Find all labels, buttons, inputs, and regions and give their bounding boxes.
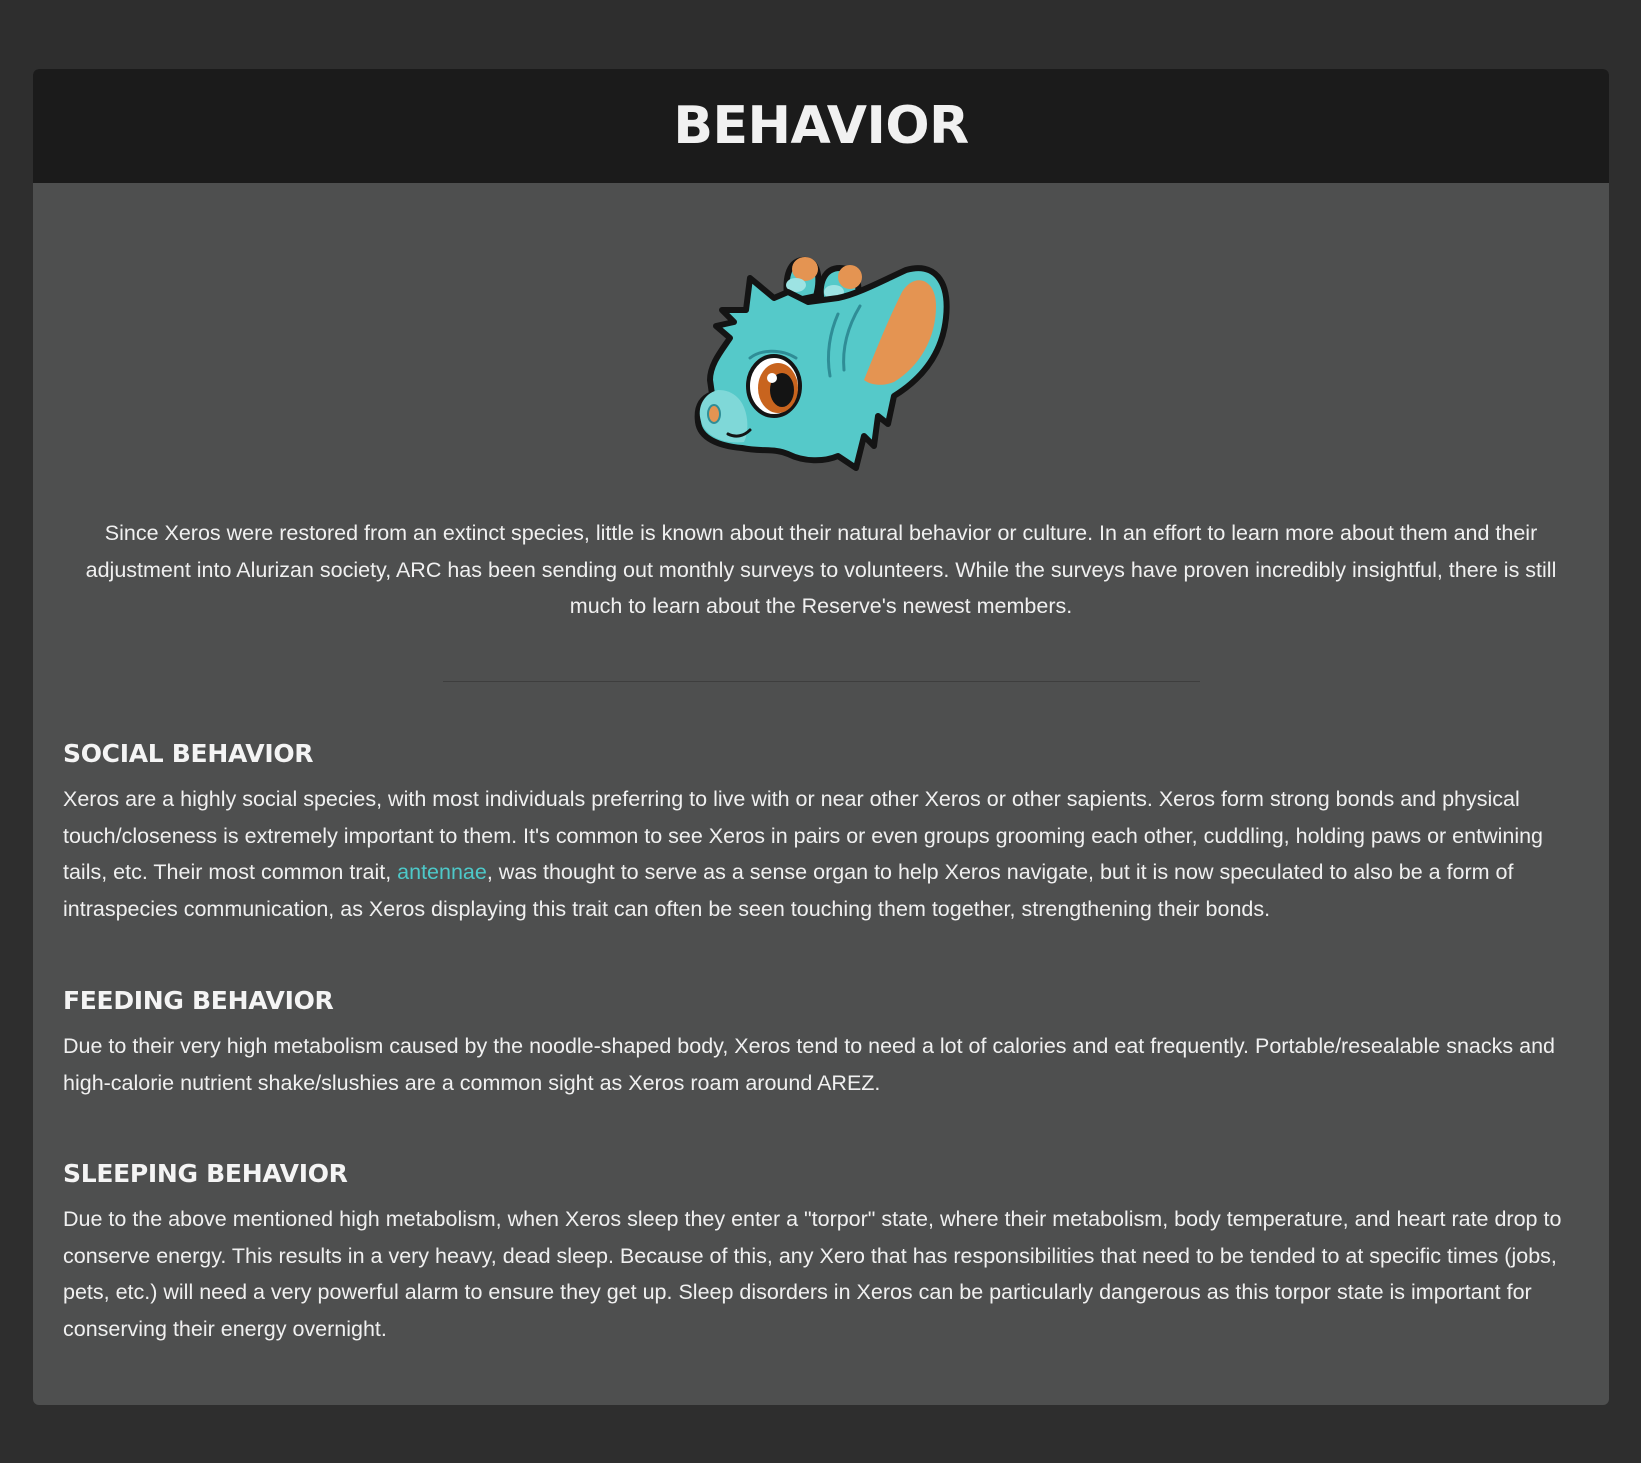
social-text-part-1: Xeros are a highly social species, with most individuals preferring to live with or near other Xeros or other sapients. Xeros form strong bonds and physical touch/closeness is extremely important to them. It's common to see Xeros in pairs or even groups grooming each other, cuddling, holding paws or entwining tails, etc. Their most common trait, (63, 787, 1544, 884)
behavior-card (33, 69, 1609, 1405)
section-divider (443, 681, 1200, 682)
intro-paragraph: Since Xeros were restored from an extinct species, little is known about their natural behavior or culture. In an effort to learn more about them and their adjustment into Alurizan society, ARC has been sending out monthly surveys to volunteers. While the surveys have proven incredibly insightful, there is still much to learn about the Reserve's newest members. (85, 521, 1557, 618)
sleeping-behavior-section (63, 1158, 1579, 1347)
social-behavior-section (63, 738, 1579, 927)
sleeping-behavior-text: Due to the above mentioned high metabolism, when Xeros sleep they enter a "torpor" state, where their metabolism, body temperature, and heart rate drop to conserve energy. This results in a very heavy, dead sleep. Because of this, any Xero that has responsibilities that need to be tended to at specific times (jobs, pets, etc.) will need a very powerful alarm to ensure they get up. Sleep disorders in Xeros can be particularly dangerous as this torpor state is important for conserving their energy overnight. (63, 1207, 1562, 1341)
xero-head-icon (688, 240, 958, 490)
card-header (33, 69, 1609, 183)
antennae-link[interactable]: antennae (397, 860, 487, 884)
social-behavior-heading: SOCIAL BEHAVIOR (63, 739, 314, 768)
sleeping-behavior-heading: SLEEPING BEHAVIOR (63, 1159, 348, 1188)
feeding-behavior-heading: FEEDING BEHAVIOR (63, 986, 334, 1015)
feeding-behavior-section (63, 985, 1579, 1101)
social-behavior-text (63, 781, 1579, 927)
social-text-part-2: , was thought to serve as a sense organ to help Xeros navigate, but it is now speculated to also be a form of intraspecies communication, as Xeros displaying this trait can often be seen touching them together, strengthening their bonds. (63, 860, 1514, 921)
page-title: BEHAVIOR (673, 96, 969, 156)
feeding-behavior-text: Due to their very high metabolism caused by the noodle-shaped body, Xeros tend to need a lot of calories and eat frequently. Portable/resealable snacks and high-calorie nutrient shake/slushies are a common sight as Xeros roam around AREZ. (63, 1034, 1555, 1095)
eye (748, 356, 800, 416)
